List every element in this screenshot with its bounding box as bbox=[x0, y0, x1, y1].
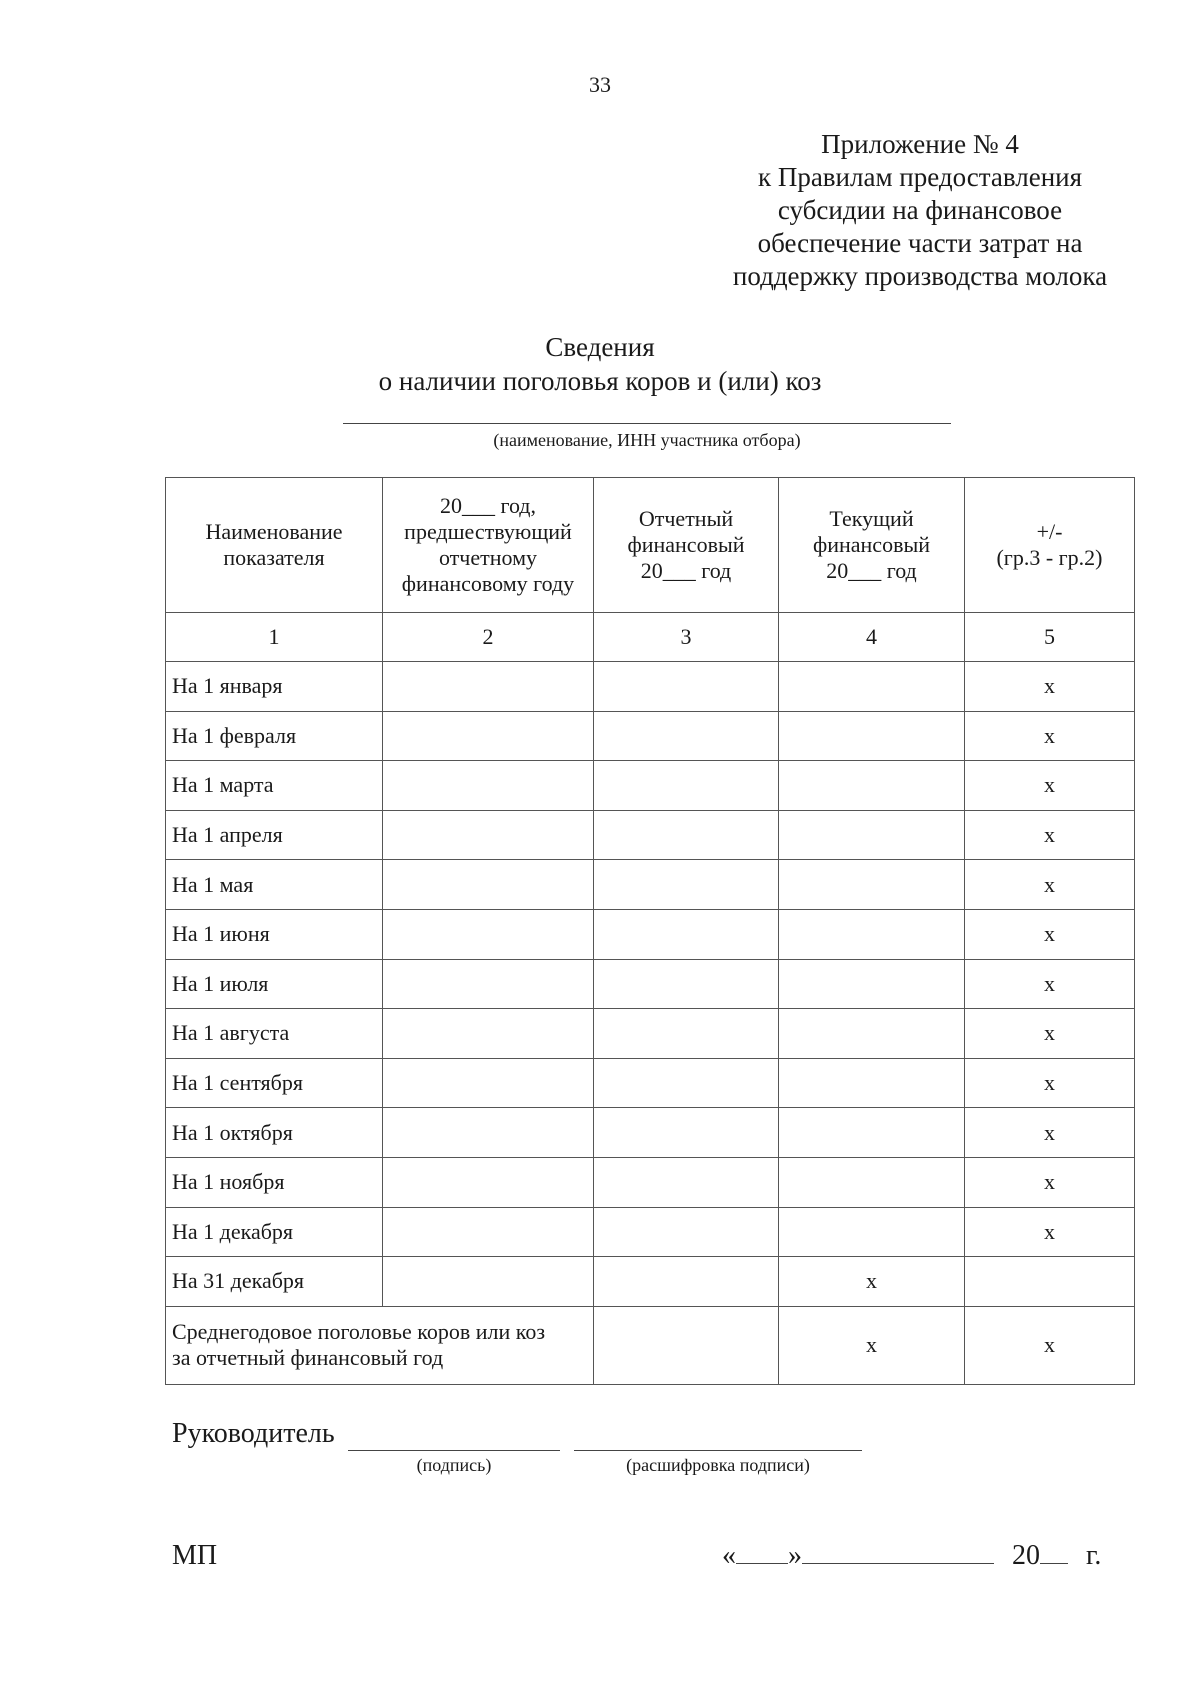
table-cell bbox=[383, 1257, 594, 1307]
table-cell bbox=[779, 711, 965, 761]
table-cell bbox=[594, 810, 779, 860]
row-label: На 1 мая bbox=[166, 860, 383, 910]
table-cell: х bbox=[965, 909, 1135, 959]
table-cell bbox=[594, 1257, 779, 1307]
column-number: 2 bbox=[383, 613, 594, 662]
table-row bbox=[166, 1207, 1135, 1257]
table-row bbox=[166, 1157, 1135, 1207]
row-label: На 1 февраля bbox=[166, 711, 383, 761]
table-cell: х bbox=[965, 711, 1135, 761]
table-cell: х bbox=[965, 810, 1135, 860]
table-cell bbox=[594, 860, 779, 910]
column-number: 3 bbox=[594, 613, 779, 662]
table-cell bbox=[383, 711, 594, 761]
appendix-line: субсидии на финансовое bbox=[777, 195, 1063, 225]
participant-name-line bbox=[343, 423, 951, 424]
appendix-line: Приложение № 4 bbox=[821, 129, 1019, 159]
month-blank bbox=[802, 1541, 994, 1564]
table-cell bbox=[383, 761, 594, 811]
date-open-quote: « bbox=[722, 1540, 736, 1571]
appendix-line: обеспечение части затрат на bbox=[757, 228, 1083, 258]
table-cell bbox=[594, 959, 779, 1009]
table-cell: х bbox=[965, 662, 1135, 712]
table-cell bbox=[383, 909, 594, 959]
page-number: 33 bbox=[589, 72, 611, 97]
table-cell bbox=[594, 1009, 779, 1059]
table-cell: х bbox=[965, 1207, 1135, 1257]
signature-decoding-line bbox=[574, 1450, 862, 1451]
table-cell bbox=[594, 909, 779, 959]
date-close-quote: » bbox=[788, 1540, 802, 1571]
table-cell bbox=[779, 860, 965, 910]
row-label: На 1 октября bbox=[166, 1108, 383, 1158]
table-cell bbox=[383, 1058, 594, 1108]
table-cell bbox=[594, 662, 779, 712]
title-line: Сведения bbox=[545, 332, 655, 362]
year-prefix: 20 bbox=[1012, 1540, 1040, 1571]
table-cell bbox=[779, 1009, 965, 1059]
table-row bbox=[166, 1009, 1135, 1059]
year-suffix: г. bbox=[1086, 1540, 1102, 1571]
table-cell bbox=[594, 1157, 779, 1207]
table-cell bbox=[965, 1257, 1135, 1307]
table-cell bbox=[594, 1306, 779, 1384]
column-number: 1 bbox=[166, 613, 383, 662]
table-row bbox=[166, 1058, 1135, 1108]
table-cell bbox=[383, 860, 594, 910]
table-cell: х bbox=[965, 860, 1135, 910]
table-row bbox=[166, 959, 1135, 1009]
row-label: На 1 декабря bbox=[166, 1207, 383, 1257]
table-cell: х bbox=[965, 1009, 1135, 1059]
table-row bbox=[166, 1108, 1135, 1158]
table-cell bbox=[779, 1108, 965, 1158]
row-label: На 1 августа bbox=[166, 1009, 383, 1059]
table-row bbox=[166, 810, 1135, 860]
livestock-table bbox=[165, 477, 1135, 1385]
table-cell bbox=[383, 662, 594, 712]
table-cell: х bbox=[779, 1257, 965, 1307]
year-blank bbox=[1040, 1541, 1068, 1564]
table-cell bbox=[779, 1207, 965, 1257]
row-label: На 1 июля bbox=[166, 959, 383, 1009]
header-cell: Текущий финансовый 20___ год bbox=[779, 478, 965, 613]
average-row-label: Среднегодовое поголовье коров или коз за отчетный финансовый год bbox=[166, 1306, 594, 1384]
row-label: На 1 сентября bbox=[166, 1058, 383, 1108]
table-cell bbox=[594, 711, 779, 761]
table-cell bbox=[383, 810, 594, 860]
table-cell bbox=[779, 810, 965, 860]
row-label: На 1 апреля bbox=[166, 810, 383, 860]
table-cell bbox=[594, 761, 779, 811]
table-cell bbox=[383, 1108, 594, 1158]
appendix-line: поддержку производства молока bbox=[732, 261, 1108, 291]
table-cell bbox=[383, 959, 594, 1009]
header-cell: +/- (гр.3 - гр.2) bbox=[965, 478, 1135, 613]
signature-caption: (подпись) bbox=[416, 1455, 492, 1475]
row-label: На 31 декабря bbox=[166, 1257, 383, 1307]
row-label: На 1 июня bbox=[166, 909, 383, 959]
header-cell: 20___ год, предшествующий отчетному финансовому году bbox=[383, 478, 594, 613]
stamp-label: МП bbox=[172, 1540, 218, 1571]
table-cell: х bbox=[965, 1306, 1135, 1384]
table-cell bbox=[383, 1009, 594, 1059]
average-row bbox=[166, 1306, 1135, 1384]
table-cell bbox=[779, 959, 965, 1009]
column-number-row bbox=[166, 613, 1135, 662]
document-title bbox=[0, 330, 1200, 398]
table-row bbox=[166, 909, 1135, 959]
table-row bbox=[166, 761, 1135, 811]
table-cell bbox=[383, 1157, 594, 1207]
column-number: 4 bbox=[779, 613, 965, 662]
table-row bbox=[166, 1257, 1135, 1307]
table-cell bbox=[779, 1157, 965, 1207]
table-row bbox=[166, 860, 1135, 910]
row-label: На 1 января bbox=[166, 662, 383, 712]
header-cell: Отчетный финансовый 20___ год bbox=[594, 478, 779, 613]
table-cell bbox=[779, 761, 965, 811]
table-cell: х bbox=[965, 1108, 1135, 1158]
table-cell bbox=[383, 1207, 594, 1257]
table-cell: х bbox=[965, 1157, 1135, 1207]
signature-decoding-caption: (расшифровка подписи) bbox=[626, 1455, 810, 1475]
table-cell: х bbox=[965, 761, 1135, 811]
table-cell bbox=[594, 1058, 779, 1108]
title-line: о наличии поголовья коров и (или) коз bbox=[378, 366, 822, 396]
table-row bbox=[166, 711, 1135, 761]
table-row bbox=[166, 662, 1135, 712]
table-cell bbox=[779, 1058, 965, 1108]
table-cell: х bbox=[965, 959, 1135, 1009]
signature-label: Руководитель bbox=[172, 1418, 335, 1449]
table-cell bbox=[594, 1108, 779, 1158]
row-label: На 1 ноября bbox=[166, 1157, 383, 1207]
participant-name-caption: (наименование, ИНН участника отбора) bbox=[493, 430, 801, 450]
appendix-heading bbox=[690, 128, 1150, 293]
table-cell bbox=[779, 909, 965, 959]
appendix-line: к Правилам предоставления bbox=[757, 162, 1083, 192]
date-field bbox=[722, 1540, 1101, 1572]
signature-line bbox=[348, 1450, 560, 1451]
table-cell: х bbox=[965, 1058, 1135, 1108]
table-cell: х bbox=[779, 1306, 965, 1384]
header-cell: Наименование показателя bbox=[166, 478, 383, 613]
table-cell bbox=[594, 1207, 779, 1257]
column-number: 5 bbox=[965, 613, 1135, 662]
day-blank bbox=[736, 1541, 788, 1564]
table-cell bbox=[779, 662, 965, 712]
row-label: На 1 марта bbox=[166, 761, 383, 811]
table-header-row bbox=[166, 478, 1135, 613]
